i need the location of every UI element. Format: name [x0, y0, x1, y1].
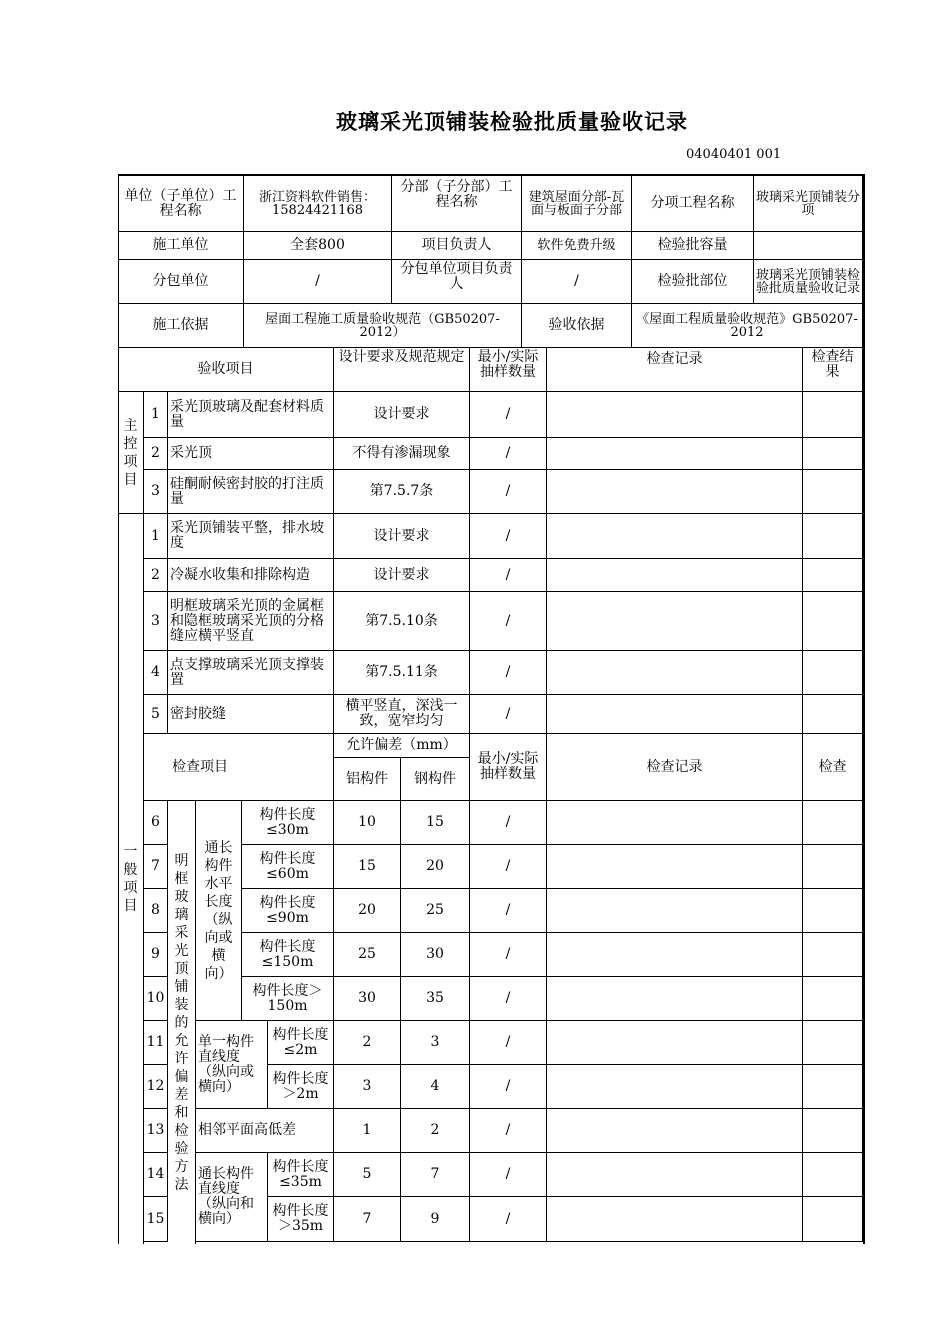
deviation-al: 15	[334, 845, 401, 889]
deviation-sample: /	[470, 933, 547, 977]
general-item-record[interactable]	[547, 592, 803, 651]
capacity-value	[754, 232, 863, 260]
general-item-no: 2	[144, 559, 168, 592]
general-item-name: 密封胶缝	[168, 695, 334, 734]
main-item-req: 设计要求	[334, 392, 470, 438]
deviation-condition: 相邻平面高低差	[196, 1109, 334, 1153]
dev-steel-header: 钢构件	[401, 758, 470, 801]
general-item-record[interactable]	[547, 651, 803, 695]
inspection-form	[118, 174, 865, 1244]
deviation-al: 20	[334, 889, 401, 933]
general-item-req: 第7.5.11条	[334, 651, 470, 695]
deviation-result[interactable]	[803, 977, 863, 1021]
sub-pm-value: /	[522, 260, 632, 304]
dev-al-header: 铝构件	[334, 758, 401, 801]
general-item-no: 3	[144, 592, 168, 651]
constructor-value: 全套800	[244, 232, 392, 260]
deviation-record[interactable]	[547, 1021, 803, 1065]
main-item-name: 采光顶	[168, 438, 334, 470]
col-record: 检查记录	[547, 348, 803, 392]
main-item-no: 3	[144, 470, 168, 514]
deviation-condition: 构件长度≤2m	[268, 1021, 334, 1065]
main-item-no: 1	[144, 392, 168, 438]
deviation-al: 30	[334, 977, 401, 1021]
sub-pm-label: 分包单位项目负责人	[392, 260, 522, 304]
deviation-result[interactable]	[803, 801, 863, 845]
general-item-name: 明框玻璃采光顶的金属框和隐框玻璃采光顶的分格缝应横平竖直	[168, 592, 334, 651]
general-item-no: 4	[144, 651, 168, 695]
general-item-result[interactable]	[803, 592, 863, 651]
deviation-result[interactable]	[803, 1153, 863, 1197]
deviation-sample: /	[470, 1197, 547, 1242]
deviation-no: 11	[144, 1021, 168, 1065]
deviation-al: 1	[334, 1109, 401, 1153]
deviation-no: 8	[144, 889, 168, 933]
deviation-result[interactable]	[803, 889, 863, 933]
deviation-no: 7	[144, 845, 168, 889]
general-item-req: 设计要求	[334, 559, 470, 592]
main-item-result[interactable]	[803, 438, 863, 470]
deviation-al: 7	[334, 1197, 401, 1242]
general-item-sample: /	[470, 592, 547, 651]
deviation-record[interactable]	[547, 1065, 803, 1109]
deviation-al: 3	[334, 1065, 401, 1109]
deviation-al: 5	[334, 1153, 401, 1197]
deviation-no: 13	[144, 1109, 168, 1153]
general-item-req: 第7.5.10条	[334, 592, 470, 651]
basis-label: 施工依据	[118, 304, 244, 348]
division-label: 分部（子分部）工程名称	[392, 176, 522, 232]
main-item-sample: /	[470, 392, 547, 438]
deviation-steel: 9	[401, 1197, 470, 1242]
form-code: 04040401 001	[686, 147, 782, 162]
deviation-record[interactable]	[547, 933, 803, 977]
deviation-al: 10	[334, 801, 401, 845]
deviation-condition: 构件长度＞35m	[268, 1197, 334, 1242]
deviation-steel: 25	[401, 889, 470, 933]
deviation-no: 9	[144, 933, 168, 977]
deviation-steel: 15	[401, 801, 470, 845]
main-item-req: 第7.5.7条	[334, 470, 470, 514]
deviation-record[interactable]	[547, 889, 803, 933]
subcontractor-value: /	[244, 260, 392, 304]
deviation-record[interactable]	[547, 845, 803, 889]
subcontractor-label: 分包单位	[118, 260, 244, 304]
main-item-name: 采光顶玻璃及配套材料质量	[168, 392, 334, 438]
deviation-condition: 构件长度≤150m	[242, 933, 334, 977]
deviation-condition: 构件长度≤30m	[242, 801, 334, 845]
deviation-result[interactable]	[803, 933, 863, 977]
main-item-result[interactable]	[803, 470, 863, 514]
deviation-result[interactable]	[803, 1197, 863, 1242]
deviation-record[interactable]	[547, 977, 803, 1021]
col-requirement: 设计要求及规范规定	[334, 348, 470, 392]
main-item-record[interactable]	[547, 438, 803, 470]
sub-item-value: 玻璃采光顶铺装分项	[754, 176, 863, 232]
deviation-condition: 构件长度≤90m	[242, 889, 334, 933]
deviation-al: 2	[334, 1021, 401, 1065]
deviation-record[interactable]	[547, 1197, 803, 1242]
deviation-group-label: 明框玻璃采光顶铺装的允许偏差和检验方法	[168, 801, 196, 1244]
deviation-sample: /	[470, 801, 547, 845]
acceptance-label: 验收依据	[522, 304, 632, 348]
deviation-no: 6	[144, 801, 168, 845]
main-item-result[interactable]	[803, 392, 863, 438]
deviation-condition: 构件长度≤35m	[268, 1153, 334, 1197]
pm-label: 项目负责人	[392, 232, 522, 260]
deviation-result[interactable]	[803, 1021, 863, 1065]
deviation-steel: 35	[401, 977, 470, 1021]
deviation-sample: /	[470, 1153, 547, 1197]
division-value: 建筑屋面分部-瓦面与板面子分部	[522, 176, 632, 232]
deviation-result[interactable]	[803, 1065, 863, 1109]
dev-item-header: 检查项目	[144, 734, 334, 801]
main-item-record[interactable]	[547, 392, 803, 438]
deviation-condition: 构件长度＞2m	[268, 1065, 334, 1109]
main-item-sample: /	[470, 470, 547, 514]
main-item-name: 硅酮耐候密封胶的打注质量	[168, 470, 334, 514]
page-title: 玻璃采光顶铺装检验批质量验收记录	[336, 109, 688, 134]
general-item-no: 1	[144, 514, 168, 559]
deviation-steel: 4	[401, 1065, 470, 1109]
col-sample: 最小/实际抽样数量	[470, 348, 547, 392]
main-item-no: 2	[144, 438, 168, 470]
general-item-req: 横平竖直，深浅一致，宽窄均匀	[334, 695, 470, 734]
sub-item-label: 分项工程名称	[632, 176, 754, 232]
constructor-label: 施工单位	[118, 232, 244, 260]
col-result: 检查结果	[803, 348, 863, 392]
deviation-result[interactable]	[803, 1109, 863, 1153]
general-item-sample: /	[470, 651, 547, 695]
general-item-sample: /	[470, 559, 547, 592]
deviation-steel: 20	[401, 845, 470, 889]
deviation-no: 14	[144, 1153, 168, 1197]
deviation-condition: 构件长度＞150m	[242, 977, 334, 1021]
general-item-name: 冷凝水收集和排除构造	[168, 559, 334, 592]
deviation-sample: /	[470, 1065, 547, 1109]
general-item-record[interactable]	[547, 695, 803, 734]
dev-sample-header: 最小/实际抽样数量	[470, 734, 547, 801]
deviation-record[interactable]	[547, 801, 803, 845]
dev-result-header: 检查	[803, 734, 863, 801]
main-item-req: 不得有渗漏现象	[334, 438, 470, 470]
general-item-name: 点支撑玻璃采光顶支撑装置	[168, 651, 334, 695]
deviation-sample: /	[470, 889, 547, 933]
deviation-sample: /	[470, 977, 547, 1021]
general-item-result[interactable]	[803, 559, 863, 592]
dev-record-header: 检查记录	[547, 734, 803, 801]
general-item-req: 设计要求	[334, 514, 470, 559]
general-item-result[interactable]	[803, 695, 863, 734]
deviation-no: 10	[144, 977, 168, 1021]
deviation-steel: 2	[401, 1109, 470, 1153]
location-label: 检验批部位	[632, 260, 754, 304]
general-item-sample: /	[470, 695, 547, 734]
deviation-sample: /	[470, 845, 547, 889]
main-item-sample: /	[470, 438, 547, 470]
deviation-result[interactable]	[803, 845, 863, 889]
general-item-sample: /	[470, 514, 547, 559]
deviation-sample: /	[470, 1109, 547, 1153]
general-item-record[interactable]	[547, 559, 803, 592]
deviation-condition: 构件长度≤60m	[242, 845, 334, 889]
acceptance-value: 《屋面工程质量验收规范》GB50207-2012	[632, 304, 863, 348]
dev-allow-header: 允许偏差（mm）	[334, 734, 470, 758]
location-value: 玻璃采光顶铺装检验批质量验收记录	[754, 260, 863, 304]
general-item-result[interactable]	[803, 514, 863, 559]
deviation-no: 15	[144, 1197, 168, 1242]
pm-value: 软件免费升级	[522, 232, 632, 260]
deviation-steel: 30	[401, 933, 470, 977]
main-item-record[interactable]	[547, 470, 803, 514]
deviation-al: 25	[334, 933, 401, 977]
main-control-label: 主控项目	[118, 392, 144, 514]
general-label: 一般项目	[118, 514, 144, 1244]
deviation-sample: /	[470, 1021, 547, 1065]
general-item-result[interactable]	[803, 651, 863, 695]
col-item: 验收项目	[118, 348, 334, 392]
deviation-record[interactable]	[547, 1153, 803, 1197]
unit-label: 单位（子单位）工程名称	[118, 176, 244, 232]
unit-value: 浙江资料软件销售：15824421168	[244, 176, 392, 232]
basis-value: 屋面工程施工质量验收规范（GB50207-2012）	[244, 304, 522, 348]
general-item-record[interactable]	[547, 514, 803, 559]
deviation-record[interactable]	[547, 1109, 803, 1153]
general-item-no: 5	[144, 695, 168, 734]
subgroup-length: 通长构件水平长度（纵向或横向）	[196, 801, 242, 1021]
deviation-steel: 3	[401, 1021, 470, 1065]
subgroup-single: 单一构件直线度（纵向或横向）	[196, 1021, 268, 1109]
general-item-name: 采光顶铺装平整，排水坡度	[168, 514, 334, 559]
deviation-steel: 7	[401, 1153, 470, 1197]
capacity-label: 检验批容量	[632, 232, 754, 260]
subgroup-straight: 通长构件直线度（纵向和横向）	[196, 1153, 268, 1242]
deviation-no: 12	[144, 1065, 168, 1109]
